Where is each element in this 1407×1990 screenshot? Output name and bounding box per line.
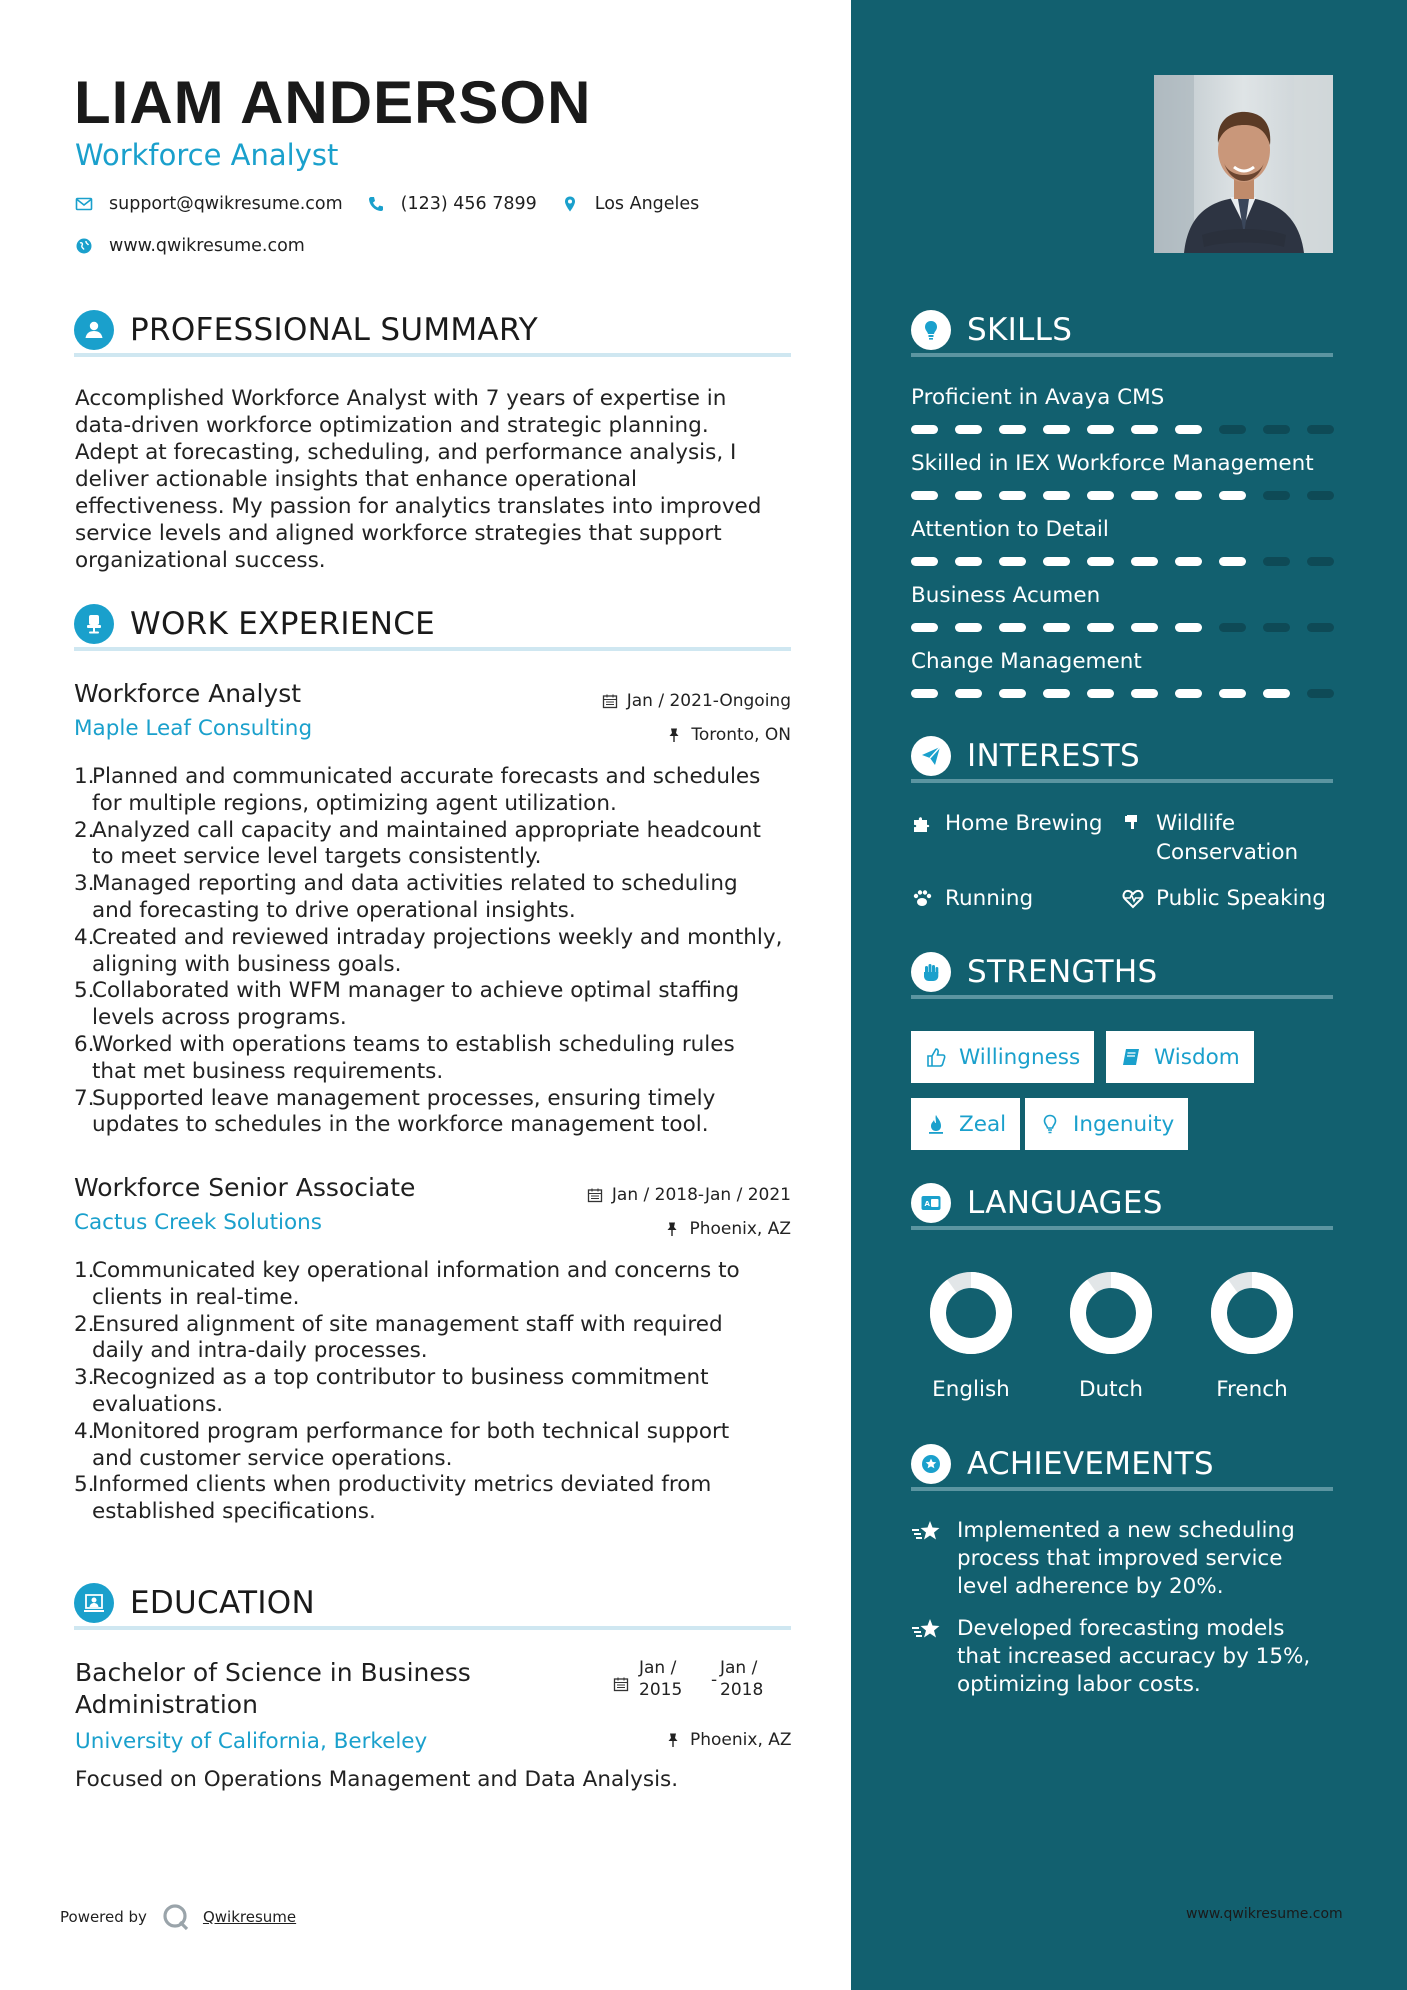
powered-by-label: Powered by <box>60 1908 147 1926</box>
summary-line: effectiveness. My passion for analytics translates into improved <box>75 494 762 519</box>
section-title: WORK EXPERIENCE <box>130 606 436 642</box>
book-icon <box>1120 1046 1142 1068</box>
skill-level-dash <box>955 491 982 500</box>
skill-level-bar <box>911 623 1351 632</box>
skill-level-dash <box>1307 491 1334 500</box>
pushpin-icon <box>664 1221 680 1237</box>
duty-item: 5. Informed clients when productivity metrics deviated from established specifications. <box>74 1472 712 1525</box>
language-level-ring <box>1069 1271 1153 1355</box>
website-text[interactable]: www.qwikresume.com <box>109 236 305 256</box>
lightbulb-icon <box>1039 1113 1061 1135</box>
section-header <box>911 739 1333 783</box>
skill-level-dash <box>911 557 938 566</box>
skill-level-dash <box>955 425 982 434</box>
job-company: Maple Leaf Consulting <box>74 716 313 741</box>
duty-item: 3. Managed reporting and data activities related to scheduling and forecasting to drive operational insights. <box>74 871 738 923</box>
skill-item <box>911 385 1333 410</box>
language-item <box>901 1271 1041 1402</box>
section-title: ACHIEVEMENTS <box>967 1446 1214 1482</box>
section-title: SKILLS <box>967 312 1073 348</box>
achievement-line: Implemented a new scheduling <box>957 1518 1295 1543</box>
candidate-title: Workforce Analyst <box>75 138 339 172</box>
section-title: INTERESTS <box>967 738 1140 774</box>
job-duties <box>74 1258 791 1526</box>
achievement-line: that increased accuracy by 15%, <box>957 1644 1311 1669</box>
skill-item <box>911 451 1333 476</box>
profile-photo <box>1154 75 1333 253</box>
job-title: Workforce Senior Associate <box>74 1173 416 1202</box>
language-name: English <box>932 1377 1010 1402</box>
skill-name: Proficient in Avaya CMS <box>911 385 1165 410</box>
interest-item <box>1122 884 1326 913</box>
education-location <box>665 1730 792 1750</box>
skill-level-dash <box>955 557 982 566</box>
contact-email <box>75 194 343 214</box>
skill-level-dash <box>1219 623 1246 632</box>
skill-level-dash <box>911 689 938 698</box>
language-ring-fill <box>938 1280 1004 1346</box>
skill-level-dash <box>999 623 1026 632</box>
achievement-line: process that improved service <box>957 1546 1283 1571</box>
contact-row-2 <box>75 236 329 256</box>
duty-item: 5. Collaborated with WFM manager to achieve optimal staffing levels across programs. <box>74 978 740 1031</box>
shooting-star-icon <box>911 1519 943 1545</box>
summary-line: deliver actionable insights that enhance operational <box>75 467 638 492</box>
paw-icon <box>911 887 933 909</box>
skill-level-dash <box>911 491 938 500</box>
skill-level-dash <box>1087 425 1114 434</box>
skill-level-dash <box>1131 623 1158 632</box>
achievement-item <box>911 1615 1333 1699</box>
puzzle-icon <box>911 812 933 834</box>
skill-level-dash <box>1175 491 1202 500</box>
language-card-icon <box>911 1183 951 1223</box>
duty-item: 4. Monitored program performance for both technical support and customer service operations. <box>74 1418 730 1471</box>
section-header <box>911 1186 1333 1230</box>
job-title: Workforce Analyst <box>74 679 302 708</box>
date-separator: - <box>711 1670 718 1690</box>
language-level-ring <box>929 1271 1013 1355</box>
strength-label: Willingness <box>959 1044 1081 1070</box>
strength-badge <box>1025 1098 1188 1150</box>
language-item <box>1182 1271 1322 1402</box>
interest-label: Home Brewing <box>945 811 1103 836</box>
job-dates-text: Jan / 2021-Ongoing <box>626 691 791 711</box>
language-item <box>1041 1271 1181 1402</box>
interest-item <box>911 809 1103 838</box>
skill-level-dash <box>955 689 982 698</box>
skill-level-dash <box>911 623 938 632</box>
location-text: Los Angeles <box>594 194 700 214</box>
strength-label: Ingenuity <box>1073 1111 1175 1137</box>
calendar-icon <box>587 1187 603 1203</box>
skill-level-bar <box>911 425 1351 434</box>
skill-name: Attention to Detail <box>911 517 1109 542</box>
summary-text <box>75 385 815 574</box>
school-name: University of California, Berkeley <box>75 1729 428 1754</box>
contact-phone <box>367 194 537 214</box>
strength-badge <box>911 1098 1020 1150</box>
achievement-line: optimizing labor costs. <box>957 1672 1201 1697</box>
skill-level-dash <box>1263 689 1290 698</box>
skill-level-dash <box>1043 491 1070 500</box>
section-title: STRENGTHS <box>967 954 1158 990</box>
candidate-name: LIAM ANDERSON <box>74 69 592 136</box>
skill-level-dash <box>1043 557 1070 566</box>
education-start-date: Jan / 2015 <box>639 1658 683 1700</box>
skill-level-bar <box>911 689 1351 698</box>
phone-text[interactable]: (123) 456 7899 <box>400 194 537 214</box>
job-location-text: Phoenix, AZ <box>689 1219 791 1239</box>
strengths-section <box>911 955 1333 999</box>
lightbulb-icon <box>911 310 951 350</box>
skill-level-dash <box>999 491 1026 500</box>
skill-level-dash <box>1219 425 1246 434</box>
briefcase-chair-icon <box>74 604 114 644</box>
skill-level-dash <box>1043 623 1070 632</box>
skill-level-dash <box>1087 689 1114 698</box>
job-dates <box>587 1185 791 1205</box>
skill-item <box>911 517 1333 542</box>
skill-level-dash <box>1175 557 1202 566</box>
skill-level-bar <box>911 557 1351 566</box>
skill-level-dash <box>1307 623 1334 632</box>
globe-icon <box>75 237 93 255</box>
skill-level-dash <box>1087 557 1114 566</box>
achievement-line: level adherence by 20%. <box>957 1574 1224 1599</box>
footer-website[interactable]: www.qwikresume.com <box>1186 1906 1343 1922</box>
achievement-line: Developed forecasting models <box>957 1616 1285 1641</box>
skill-level-dash <box>999 425 1026 434</box>
graduate-icon <box>74 1583 114 1623</box>
powered-by <box>60 1902 296 1932</box>
skill-level-dash <box>1307 425 1334 434</box>
achievements-section <box>911 1447 1333 1491</box>
skill-item <box>911 649 1333 674</box>
strength-label: Zeal <box>959 1111 1007 1137</box>
skills-section <box>911 313 1333 357</box>
duty-item: 4. Created and reviewed intraday projections weekly and monthly, aligning with business goals. <box>74 924 783 977</box>
skill-name: Skilled in IEX Workforce Management <box>911 451 1314 476</box>
contact-location <box>561 194 700 214</box>
summary-line: Adept at forecasting, scheduling, and performance analysis, I <box>75 440 737 465</box>
map-marker-icon <box>561 195 579 213</box>
shooting-star-icon <box>911 1617 943 1643</box>
skill-name: Change Management <box>911 649 1142 674</box>
languages-section <box>911 1186 1333 1230</box>
skill-level-dash <box>1307 557 1334 566</box>
skill-level-dash <box>999 557 1026 566</box>
qwikresume-logo-icon <box>161 1902 191 1932</box>
interests-section <box>911 739 1333 783</box>
professional-summary-section <box>74 313 791 357</box>
skill-level-dash <box>1219 557 1246 566</box>
skill-level-dash <box>1131 557 1158 566</box>
degree-line: Bachelor of Science in Business <box>75 1658 471 1687</box>
contact-website <box>75 236 305 256</box>
education-location-text: Phoenix, AZ <box>690 1730 792 1750</box>
skill-name: Business Acumen <box>911 583 1101 608</box>
duty-item: 2. Ensured alignment of site management staff with required daily and intra-daily processes. <box>74 1311 723 1364</box>
skill-level-dash <box>1175 425 1202 434</box>
job-duties <box>74 764 791 1139</box>
education-section <box>74 1586 791 1630</box>
email-text[interactable]: support@qwikresume.com <box>109 194 343 214</box>
education-end-date: Jan / 2018 <box>720 1658 764 1700</box>
skill-level-dash <box>1131 689 1158 698</box>
svg-text:A: A <box>924 1200 930 1208</box>
skill-level-dash <box>1087 491 1114 500</box>
skill-level-dash <box>1263 425 1290 434</box>
interest-item <box>1122 809 1298 867</box>
interest-label: Running <box>945 886 1034 911</box>
education-note: Focused on Operations Management and Data Analysis. <box>75 1767 679 1792</box>
fire-icon <box>925 1113 947 1135</box>
summary-line: Accomplished Workforce Analyst with 7 years of expertise in <box>75 386 727 411</box>
language-ring-fill <box>1078 1280 1144 1346</box>
degree-title <box>75 1657 595 1721</box>
section-header <box>74 1586 791 1630</box>
skill-level-dash <box>999 689 1026 698</box>
skill-level-dash <box>1263 491 1290 500</box>
interest-label: Conservation <box>1156 840 1299 865</box>
section-header <box>74 607 791 651</box>
skill-level-dash <box>1087 623 1114 632</box>
skill-level-dash <box>1043 425 1070 434</box>
interest-label: Wildlife <box>1156 811 1236 836</box>
calendar-icon <box>602 693 618 709</box>
section-title: LANGUAGES <box>967 1185 1163 1221</box>
duty-item: 2. Analyzed call capacity and maintained appropriate headcount to meet service level targets consistently. <box>74 817 761 870</box>
language-ring-fill <box>1219 1280 1285 1346</box>
strength-badge <box>911 1031 1094 1083</box>
strength-label: Wisdom <box>1154 1044 1240 1070</box>
pushpin-icon <box>666 727 682 743</box>
section-title: EDUCATION <box>130 1585 315 1621</box>
section-header <box>911 1447 1333 1491</box>
interest-label: Public Speaking <box>1156 886 1326 911</box>
job-location-text: Toronto, ON <box>691 725 791 745</box>
job-dates <box>602 691 791 711</box>
heartbeat-icon <box>1122 887 1144 909</box>
duty-item: 6. Worked with operations teams to establish scheduling rules that met business requirements. <box>74 1031 735 1084</box>
language-name: Dutch <box>1078 1377 1144 1402</box>
job-company: Cactus Creek Solutions <box>74 1210 323 1235</box>
skill-item <box>911 583 1333 608</box>
summary-line: data-driven workforce optimization and strategic planning. <box>75 413 709 438</box>
skill-level-dash <box>1307 689 1334 698</box>
skill-level-dash <box>1219 491 1246 500</box>
strength-badge <box>1106 1031 1254 1083</box>
summary-line: service levels and aligned workforce strategies that support <box>75 521 722 546</box>
skill-level-dash <box>1131 491 1158 500</box>
hand-icon <box>1122 812 1144 834</box>
section-title: PROFESSIONAL SUMMARY <box>130 312 539 348</box>
job-location <box>664 1219 791 1239</box>
envelope-icon <box>75 195 93 213</box>
brand-link[interactable]: Qwikresume <box>202 1908 297 1926</box>
skill-level-bar <box>911 491 1351 500</box>
language-level-ring <box>1210 1271 1294 1355</box>
skill-level-dash <box>1263 557 1290 566</box>
skill-level-dash <box>1175 623 1202 632</box>
duty-item: 1. Communicated key operational information and concerns to clients in real-time. <box>74 1258 740 1310</box>
section-header <box>74 313 791 357</box>
achievement-item <box>911 1517 1333 1601</box>
job-dates-text: Jan / 2018-Jan / 2021 <box>611 1185 791 1205</box>
pushpin-icon <box>665 1732 681 1748</box>
contact-row-1 <box>75 194 723 214</box>
skill-level-dash <box>955 623 982 632</box>
skill-level-dash <box>1263 623 1290 632</box>
language-name: French <box>1216 1377 1288 1402</box>
thumbs-up-icon <box>925 1046 947 1068</box>
job-location <box>666 725 791 745</box>
fist-icon <box>911 952 951 992</box>
paper-plane-icon <box>911 736 951 776</box>
skill-level-dash <box>1219 689 1246 698</box>
duty-item: 1. Planned and communicated accurate forecasts and schedules for multiple regions, optimizing agent utilization. <box>74 764 761 816</box>
skill-level-dash <box>911 425 938 434</box>
skill-level-dash <box>1043 689 1070 698</box>
duty-item: 3. Recognized as a top contributor to business commitment evaluations. <box>74 1365 709 1417</box>
calendar-icon <box>613 1676 629 1696</box>
summary-line: organizational success. <box>75 548 326 573</box>
skill-level-dash <box>1131 425 1158 434</box>
phone-icon <box>367 195 385 213</box>
user-icon <box>74 310 114 350</box>
skill-level-dash <box>1175 689 1202 698</box>
degree-line: Administration <box>75 1690 258 1719</box>
section-header <box>911 313 1333 357</box>
section-header <box>911 955 1333 999</box>
work-experience-section <box>74 607 791 651</box>
interest-item <box>911 884 1033 913</box>
star-badge-icon <box>911 1444 951 1484</box>
duty-item: 7. Supported leave management processes, ensuring timely updates to schedules in the workforce management tool. <box>74 1085 716 1138</box>
